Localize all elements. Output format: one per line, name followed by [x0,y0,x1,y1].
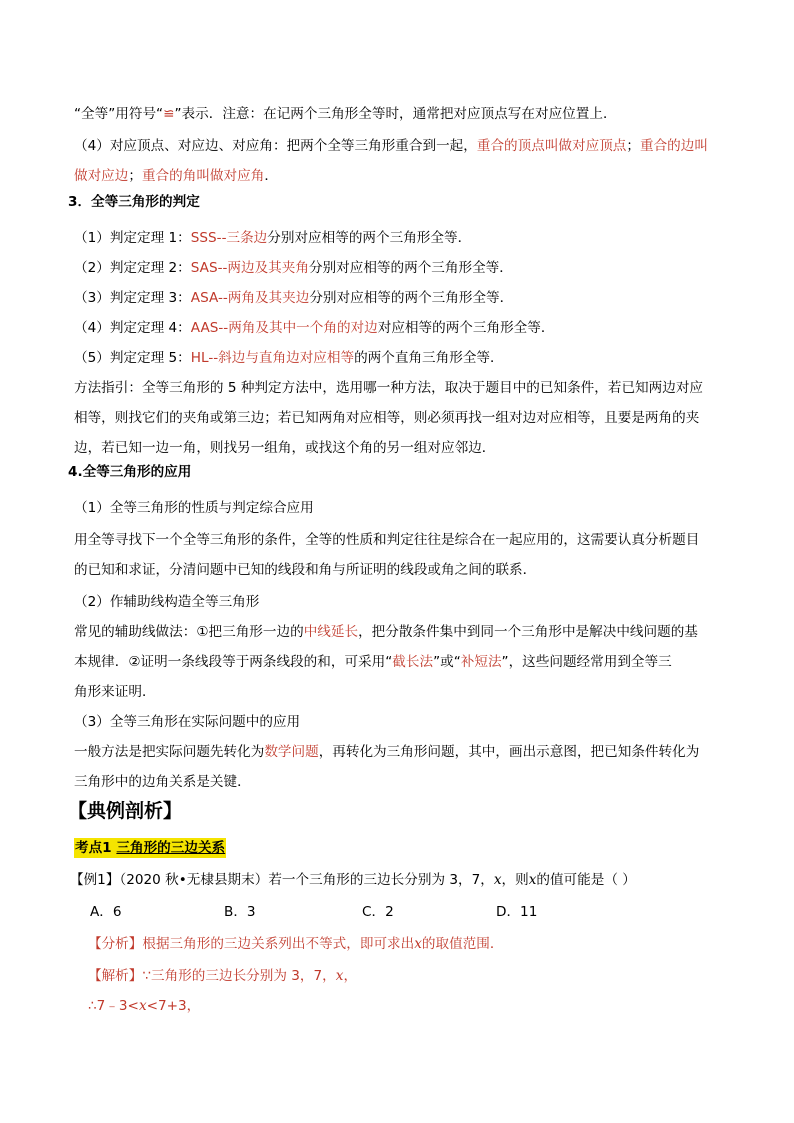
text-line: 边，若已知一边一角，则找另一组角，或找这个角的另一组对应邻边． [74,440,496,456]
analysis-text: 的取值范围． [421,936,504,952]
highlight-text: 重合的顶点叫做对应顶点 [476,138,627,154]
text: ”表示．注意：在记两个三角形全等时，通常把对应顶点写在对应位置上． [174,106,617,122]
highlight-text: 重合的边叫 [640,138,708,154]
section-heading: 4.全等三角形的应用 [68,464,192,480]
question-text: ，则 [501,872,529,888]
variable-x: x [138,998,147,1014]
theorem-line [74,348,504,368]
text-line: 用全等寻找下一个全等三角形的条件，全等的性质和判定往往是综合在一起应用的，这需要认真分析题目 [74,532,700,548]
text: “全等”用符号“ [74,106,164,122]
text: 分别对应相等的两个三角形全等． [308,260,513,276]
example-question [70,870,636,890]
text-line [74,742,699,762]
text-line [74,622,698,642]
text-line [74,104,617,124]
variable-x: x [493,872,502,888]
text-line: 相等，则找它们的夹角或第三边；若已知两角对应相等，则必须再找一组对边对应相等，且要是两角的夹 [74,410,700,426]
highlight-text: 做对应边 [74,168,129,184]
option-a: A．6 [90,904,122,920]
text: ，把分散条件集中到同一个三角形中是解决中线问题的基 [358,624,698,640]
text-line [74,652,672,672]
theorem-line [74,288,513,308]
text-line [74,166,278,186]
text: 分别对应相等的两个三角形全等． [309,290,514,306]
question-text: 的值可能是（ ） [536,872,636,888]
text-line: 的已知和求证，分清问题中已知的线段和角与所证明的线段或角之间的联系． [74,562,537,578]
text: （1）判定定理 1： [74,230,191,246]
text: ； [626,138,640,154]
variable-x: x [335,968,344,984]
text: 对应相等的两个三角形全等． [377,320,555,336]
text-line: 方法指引：全等三角形的 5 种判定方法中，选用哪一种方法，取决于题目中的已知条件，若已知两边对应 [74,380,704,396]
text: 本规律．②证明一条线段等于两条线段的和，可采用“ [74,654,393,670]
analysis-text: 根据三角形的三边关系列出不等式，即可求出 [142,936,415,952]
question-text: 【例1】（2020 秋•无棣县期末）若一个三角形的三边长分别为 3，7， [70,872,494,888]
text: 的两个直角三角形全等． [354,350,504,366]
text-line: （2）作辅助线构造全等三角形 [74,594,260,610]
text-line: 三角形中的边角关系是关键． [74,774,251,790]
text: （4）对应顶点、对应边、对应角：把两个全等三角形重合到一起， [74,138,477,154]
text: （3）判定定理 3： [74,290,191,306]
analysis-line [88,934,503,954]
text: ”，这些问题经常用到全等三 [501,654,672,670]
text: （4）判定定理 4： [74,320,191,336]
text-line: 角形来证明． [74,684,156,700]
option-d: D．11 [496,904,538,920]
kaodian-label [74,838,226,858]
highlight-text: SSS--三条边 [190,230,268,246]
variable-x: x [528,872,537,888]
option-c: C．2 [362,904,394,920]
text: 一般方法是把实际问题先转化为 [74,744,265,760]
solution-step [88,996,200,1016]
text-line: （3）全等三角形在实际问题中的应用 [74,714,301,730]
text: （5）判定定理 5： [74,350,191,366]
solution-text: ∵三角形的三边长分别为 3，7， [142,968,336,984]
text: ； [128,168,142,184]
theorem-line [74,318,554,338]
congruent-symbol: ≌ [163,106,175,122]
highlight-text: AAS--两角及其中一个角的对边 [190,320,378,336]
highlight-text: 中线延长 [303,624,359,640]
highlight-text: SAS--两边及其夹角 [190,260,309,276]
text-line [74,136,708,156]
text: ，再转化为三角形问题，其中，画出示意图，把已知条件转化为 [318,744,700,760]
theorem-line [74,258,513,278]
text: 分别对应相等的两个三角形全等． [267,230,472,246]
section-title: 【典例剖析】 [68,800,183,822]
option-b: B．3 [224,904,256,920]
text: ”或“ [433,654,461,670]
text: ． [264,168,278,184]
solution-text: ， [343,968,358,984]
highlight-text: 截长法 [392,654,434,670]
kaodian-number: 考点1 [75,840,117,856]
highlight-text: ASA--两角及其夹边 [190,290,310,306]
solution-label: 【解析】 [88,968,143,984]
highlight-text: 数学问题 [264,744,319,760]
solution-line [88,966,357,986]
text: 常见的辅助线做法：①把三角形一边的 [74,624,304,640]
section-heading: 3．全等三角形的判定 [68,194,200,210]
highlight-text: 重合的角叫做对应角 [141,168,265,184]
step-text: <7+3， [146,998,201,1014]
text: （2）判定定理 2： [74,260,191,276]
text-line: （1）全等三角形的性质与判定综合应用 [74,500,314,516]
step-text: ∴7﹣3< [88,998,139,1014]
analysis-label: 【分析】 [88,936,143,952]
variable-x: x [414,936,422,952]
highlight-text: HL--斜边与直角边对应相等 [190,350,355,366]
kaodian-title: 三角形的三边关系 [116,840,226,856]
theorem-line [74,228,471,248]
highlight-text: 补短法 [460,654,502,670]
